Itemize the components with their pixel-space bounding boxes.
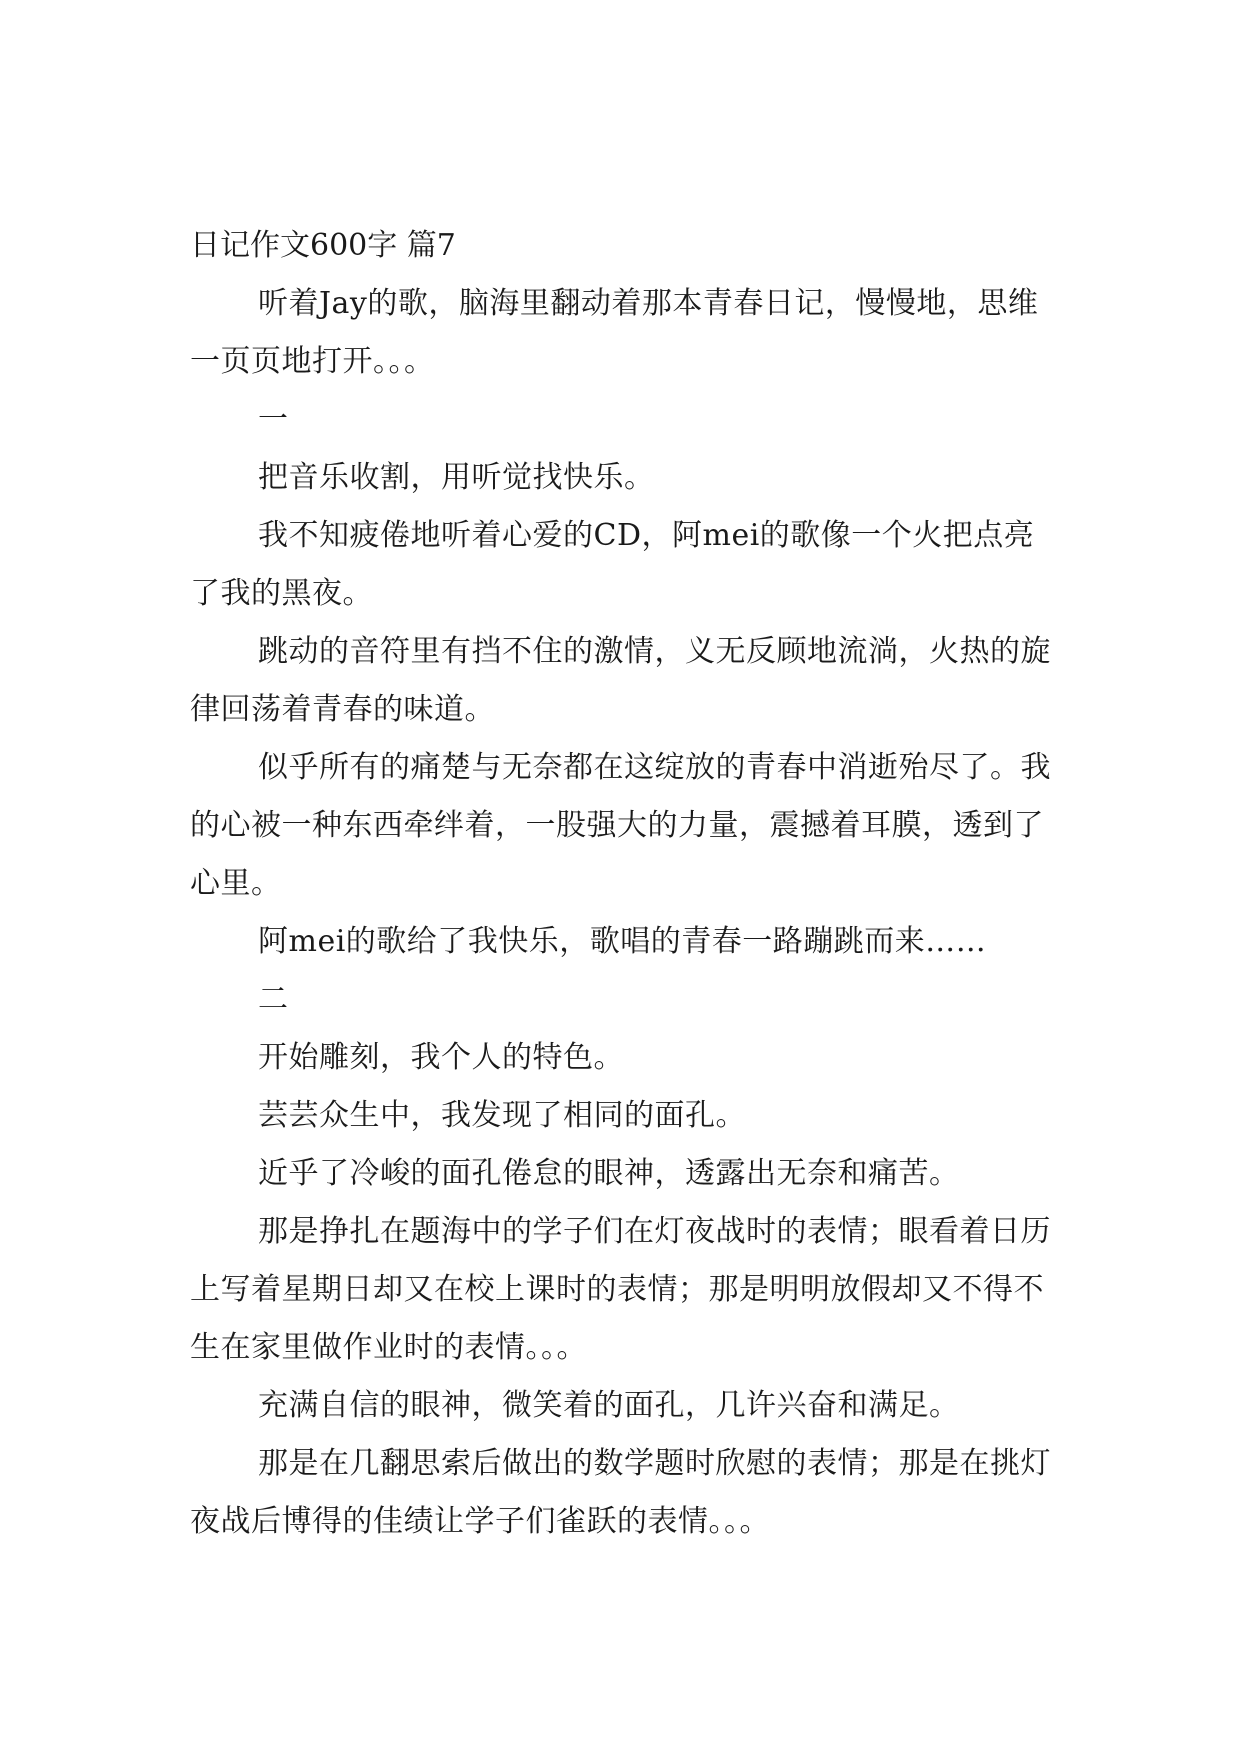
section-marker-one: 一 xyxy=(258,402,289,437)
paragraph: 那是在几翻思索后做出的数学题时欣慰的表情；那是在挑灯夜战后博得的佳绩让学子们雀跃的表情。。。 xyxy=(190,1446,1051,1539)
paragraph: 把音乐收割，用听觉找快乐。 xyxy=(258,460,655,495)
paragraph: 跳动的音符里有挡不住的激情，义无反顾地流淌，火热的旋律回荡着青春的味道。 xyxy=(190,634,1051,727)
document-body xyxy=(190,217,1060,1551)
paragraph: 近乎了冷峻的面孔倦怠的眼神，透露出无奈和痛苦。 xyxy=(258,1156,960,1191)
section-marker-two: 二 xyxy=(258,982,289,1017)
paragraph: 那是挣扎在题海中的学子们在灯夜战时的表情；眼看着日历上写着星期日却又在校上课时的表情；那是明明放假却又不得不生在家里做作业时的表情。。。 xyxy=(190,1214,1051,1365)
paragraph: 听着Jay的歌，脑海里翻动着那本青春日记，慢慢地，思维一页页地打开。。。 xyxy=(190,286,1039,379)
paragraph: 阿mei的歌给了我快乐，歌唱的青春一路蹦跳而来…… xyxy=(258,924,987,959)
document-title: 日记作文600字 篇7 xyxy=(190,228,456,263)
paragraph: 充满自信的眼神，微笑着的面孔，几许兴奋和满足。 xyxy=(258,1388,960,1423)
paragraph: 似乎所有的痛楚与无奈都在这绽放的青春中消逝殆尽了。我的心被一种东西牵绊着，一股强大的力量，震撼着耳膜，透到了心里。 xyxy=(190,750,1051,901)
paragraph: 芸芸众生中，我发现了相同的面孔。 xyxy=(258,1098,746,1133)
paragraph: 开始雕刻，我个人的特色。 xyxy=(258,1040,624,1075)
paragraph: 我不知疲倦地听着心爱的CD，阿mei的歌像一个火把点亮了我的黑夜。 xyxy=(190,518,1035,611)
